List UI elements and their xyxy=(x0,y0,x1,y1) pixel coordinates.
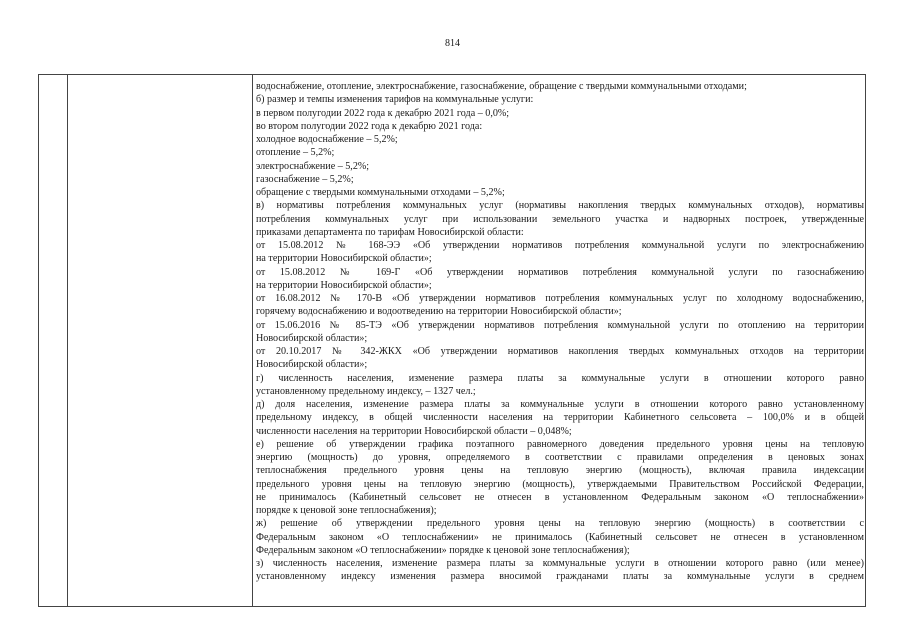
text-line: Новосибирской области»; xyxy=(256,359,368,371)
text-line: з) численность населения, изменение размера платы за коммунальные услуги в отношении которого равно (или менее) xyxy=(256,558,864,569)
text-line: порядке к ценовой зоне теплоснабжения); xyxy=(256,505,437,516)
text-line: е) решение об утверждении графика поэтапного равномерного доведения предельного уровня цены на тепловую xyxy=(256,438,864,450)
text-line: численности населения на территории Новосибирской области – 0,048%; xyxy=(256,425,572,437)
text-line: ж) решение об утверждении предельного уровня цены на тепловую энергию (мощность) в соответствии с xyxy=(256,518,864,530)
text-line: от 15.06.2016 № 85-ТЭ «Об утверждении нормативов потребления коммунальной услуги по отоплению на территории xyxy=(256,319,864,331)
text-line: от 20.10.2017 № 342-ЖКХ «Об утверждении нормативов накопления твердых коммунальных отходов на территории xyxy=(256,346,864,357)
column-divider-2 xyxy=(252,75,253,607)
text-line: г) численность населения, изменение размера платы за коммунальные услуги в отношении которого равно xyxy=(256,372,864,384)
text-line: Федеральным законом «О теплоснабжении» порядке к ценовой зоне теплоснабжения); xyxy=(256,544,630,556)
text-line: предельного уровня цены на тепловую энергию (мощность), утверждаемыми Правительством Российской Федерации, xyxy=(256,478,864,490)
text-line: не принималось (Кабинетный сельсовет не отнесен в установленном Федеральным законом «О теплоснабжении» xyxy=(256,491,864,503)
text-line: в первом полугодии 2022 года к декабрю 2021 года – 0,0%; xyxy=(256,107,510,119)
text-line: теплоснабжения предельного уровня цены на тепловую энергию (мощность), включая правила индексации xyxy=(256,465,864,477)
text-line: холодное водоснабжение – 5,2%; xyxy=(256,134,398,145)
table-bottom-border xyxy=(38,606,866,607)
text-line: Новосибирской области»; xyxy=(256,332,368,344)
text-line: от 15.08.2012 № 169-Г «Об утверждении нормативов потребления коммунальной услуги по газоснабжению xyxy=(256,266,864,278)
text-line: на территории Новосибирской области»; xyxy=(256,253,432,265)
text-line: от 15.08.2012 № 168-ЭЭ «Об утверждении нормативов потребления коммунальной услуги по электроснабжению xyxy=(256,240,864,251)
text-line: от 16.08.2012 № 170-В «Об утверждении нормативов потребления коммунальных услуг по холодному водоснабжению, xyxy=(256,293,864,304)
column-divider-1 xyxy=(67,75,68,607)
table-text-cell xyxy=(256,80,864,584)
text-line: горячему водоснабжению и водоотведению на территории Новосибирской области»; xyxy=(256,306,622,318)
page-number: 814 xyxy=(445,38,460,49)
text-line: обращение с твердыми коммунальными отходами – 5,2%; xyxy=(256,187,505,198)
text-line: на территории Новосибирской области»; xyxy=(256,279,432,291)
text-line: в) нормативы потребления коммунальных услуг (нормативы накопления твердых коммунальных отходов), нормативы xyxy=(256,200,864,212)
text-line: приказами департамента по тарифам Новосибирской области: xyxy=(256,226,524,238)
text-line: Федеральным законом «О теплоснабжении» не принималось (Кабинетный сельсовет не отнесен в установленном xyxy=(256,531,864,543)
text-line: отопление – 5,2%; xyxy=(256,147,335,159)
text-line: установленному индексу изменения размера вносимой гражданами платы за коммунальные услуги в среднем xyxy=(256,571,864,583)
text-line: энергию (мощность) до уровня, определяемого в соответствии с правилами определения в ценовых зонах xyxy=(256,452,864,463)
text-line: водоснабжение, отопление, электроснабжение, газоснабжение, обращение с твердыми коммунальными отходами; xyxy=(256,81,747,92)
text-line: электроснабжение – 5,2%; xyxy=(256,160,370,172)
text-line: потребления коммунальных услуг при использовании земельного участка и надворных построек, утвержденные xyxy=(256,213,864,225)
text-line: б) размер и темпы изменения тарифов на коммунальные услуги: xyxy=(256,94,534,106)
text-line: во втором полугодии 2022 года к декабрю 2021 года: xyxy=(256,120,483,132)
text-line: газоснабжение – 5,2%; xyxy=(256,173,354,185)
text-line: установленному предельному индексу, – 1327 чел.; xyxy=(256,385,476,397)
text-line: предельному индексу, в общей численности населения на территории Кабинетного сельсовета – 100,0% и в общей xyxy=(256,412,864,424)
text-line: д) доля населения, изменение размера платы за коммунальные услуги в отношении которого равно установленному xyxy=(256,399,864,410)
